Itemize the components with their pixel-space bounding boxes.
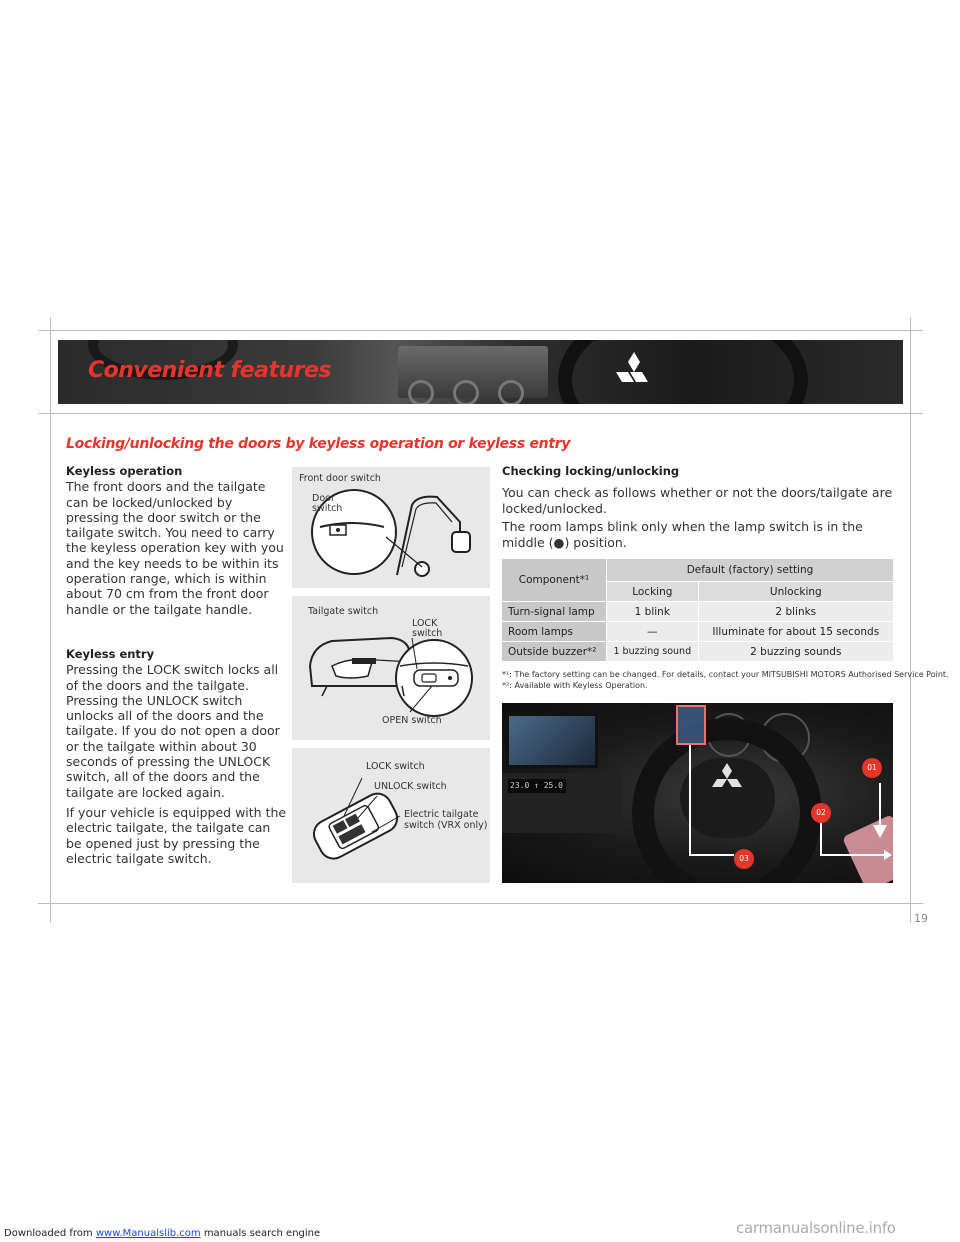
- key-lock-switch-label: LOCK switch: [366, 761, 425, 772]
- default-setting-table: [502, 559, 894, 662]
- manualslib-link[interactable]: www.Manualslib.com: [95, 1228, 201, 1239]
- checking-heading: Checking locking/unlocking: [502, 464, 680, 478]
- tailgate-switch-label: Tailgate switch: [308, 606, 379, 617]
- crop-line-top: [38, 330, 923, 331]
- table-cell-component: Room lamps: [502, 622, 607, 642]
- console-display: 23.0 ↑ 25.0: [508, 779, 566, 793]
- table-header-component: Component*¹: [502, 559, 607, 602]
- console-knob: [453, 380, 479, 404]
- keyless-entry-block: [66, 647, 288, 866]
- figure-tailgate: [292, 596, 490, 740]
- crop-line-left: [50, 318, 51, 922]
- crop-line-bottom: [38, 903, 923, 904]
- table-cell-unlocking: 2 buzzing sounds: [699, 642, 894, 662]
- mitsubishi-logo-icon: [614, 352, 654, 390]
- table-row: [502, 602, 894, 622]
- table-cell-component: Turn-signal lamp: [502, 602, 607, 622]
- key-unlock-switch-label: UNLOCK switch: [374, 781, 447, 792]
- footnote-1: *¹: The factory setting can be changed. For details, contact your MITSUBISHI MOTORS Authorised Service Point.: [502, 670, 949, 679]
- checking-paragraph-2: The room lamps blink only when the lamp switch is in the middle (●) position.: [502, 519, 863, 550]
- table-header-default-setting: Default (factory) setting: [607, 559, 894, 582]
- table-row: [502, 642, 894, 662]
- page-title: Convenient features: [88, 358, 332, 383]
- download-credit: [4, 1228, 320, 1239]
- table-cell-locking: —: [607, 622, 699, 642]
- table-row: [502, 622, 894, 642]
- keyless-operation-block: [66, 464, 288, 617]
- crop-line-header-bottom: [38, 413, 923, 414]
- figure-key-fob: [292, 748, 490, 883]
- figure-front-door: [292, 467, 490, 588]
- console-knob: [498, 380, 524, 404]
- keyless-entry-body-2: If your vehicle is equipped with the electric tailgate, the tailgate can be opened just by pressing the electric tailgate switch.: [66, 804, 287, 866]
- keyless-entry-heading: Keyless entry: [66, 647, 155, 661]
- callout-badge-02: 02: [811, 803, 831, 823]
- callout-badge-03: 03: [734, 849, 754, 869]
- keyless-operation-heading: Keyless operation: [66, 464, 183, 478]
- callout-lines: [502, 703, 893, 883]
- tailgate-lock-switch-label: LOCK switch: [412, 618, 443, 639]
- keyless-entry-body: Pressing the LOCK switch locks all of the doors and the tailgate. Pressing the UNLOCK switch unlocks all of the doors and the tailgate. If you do not open a door or the tailgate within about 30 seconds of pressing the UNLOCK switch, all of the doors and the tailgate are locked again.: [66, 662, 280, 800]
- tailgate-open-switch-label: OPEN switch: [382, 715, 442, 726]
- table-cell-unlocking: Illuminate for about 15 seconds: [699, 622, 894, 642]
- door-switch-label: Door switch: [312, 493, 343, 514]
- front-door-switch-label: Front door switch: [299, 473, 381, 484]
- download-credit-suffix: manuals search engine: [200, 1228, 321, 1239]
- front-door-illustration: [292, 467, 490, 588]
- steering-wheel-shape: [558, 340, 808, 404]
- key-electric-tailgate-label: Electric tailgate switch (VRX only): [404, 809, 488, 831]
- table-cell-locking: 1 blink: [607, 602, 699, 622]
- watermark-text: carmanualsonline.info: [736, 1219, 896, 1237]
- crop-line-right: [910, 318, 911, 922]
- console-knob: [408, 380, 434, 404]
- download-credit-prefix: Downloaded from: [4, 1228, 96, 1239]
- table-cell-locking: 1 buzzing sound: [607, 642, 699, 662]
- keyless-operation-body: The front doors and the tailgate can be locked/unlocked by pressing the door switch or the tailgate switch. You need to carry the keyless operation key with you and the key needs to be within its operation range, which is within about 70 cm from the front door handle or the tailgate handle.: [66, 479, 284, 617]
- table-cell-unlocking: 2 blinks: [699, 602, 894, 622]
- table-header-locking: Locking: [607, 582, 699, 602]
- footnote-2: *²: Available with Keyless Operation.: [502, 681, 648, 690]
- callout-badge-01: 01: [862, 758, 882, 778]
- page-number: 19: [914, 912, 928, 925]
- table-header-unlocking: Unlocking: [699, 582, 894, 602]
- dashboard-photo: [502, 703, 893, 883]
- section-title: Locking/unlocking the doors by keyless operation or keyless entry: [66, 436, 571, 452]
- table-cell-component: Outside buzzer*²: [502, 642, 607, 662]
- checking-paragraph-1: You can check as follows whether or not the doors/tailgate are locked/unlocked.: [502, 485, 893, 516]
